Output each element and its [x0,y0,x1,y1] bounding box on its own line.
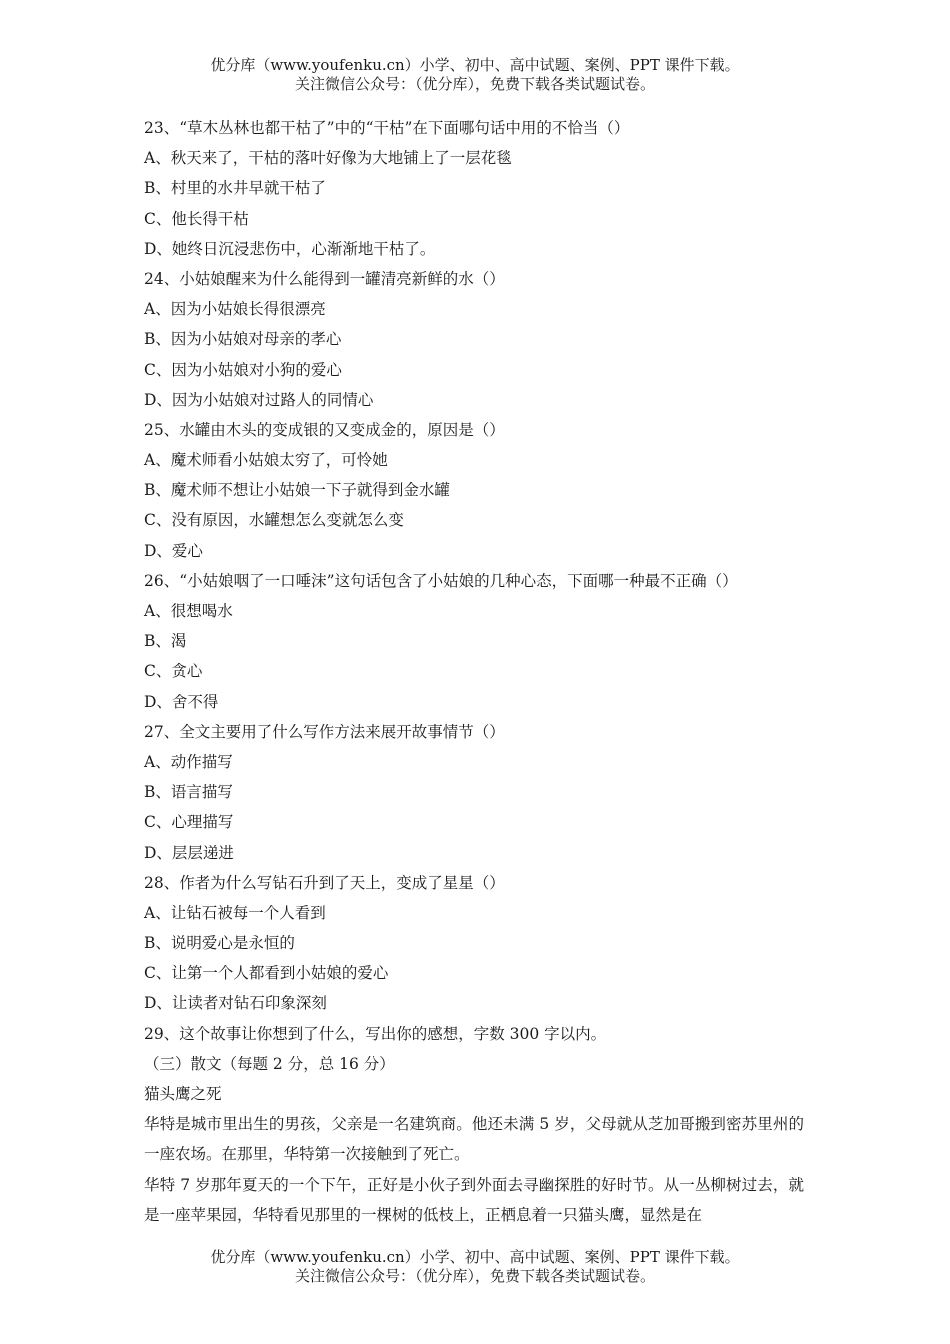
section-heading: （三）散文（每题 2 分，总 16 分） [144,1054,395,1073]
question-26-option-c: C、贪心 [144,662,203,681]
question-23-option-b: B、村里的水井早就干枯了 [144,179,326,198]
question-26-stem: 26、“小姑娘咽了一口唾沫”这句话包含了小姑娘的几种心态，下面哪一种最不正确（） [144,571,738,590]
question-23-option-d: D、她终日沉浸悲伤中，心渐渐地干枯了。 [144,239,436,258]
header-line-1: 优分库（www.youfenku.cn）小学、初中、高中试题、案例、PPT 课件下载。 [210,56,740,74]
question-28-stem: 28、作者为什么写钻石升到了天上，变成了星星（） [144,873,505,892]
essay-paragraph-2: 华特 7 岁那年夏天的一个下午，正好是小伙子到外面去寻幽探胜的好时节。从一丛柳树过去，就是一座苹果园，华特看见那里的一棵树的低枝上，正栖息着一只猫头鹰，显然是在 [144,1175,804,1224]
question-26-option-b: B、渴 [144,632,187,651]
essay-paragraph-1: 华特是城市里出生的男孩，父亲是一名建筑商。他还未满 5 岁，父母就从芝加哥搬到密苏里州的一座农场。在那里，华特第一次接触到了死亡。 [144,1115,804,1164]
header-line-2: 关注微信公众号：（优分库），免费下载各类试题试卷。 [294,75,655,93]
question-28-option-a: A、让钻石被每一个人看到 [144,903,326,922]
page-header [0,56,950,94]
question-27-option-c: C、心理描写 [144,813,234,832]
question-23-option-c: C、他长得干枯 [144,209,249,228]
question-25-option-d: D、爱心 [144,541,203,560]
footer-line-2: 关注微信公众号：（优分库），免费下载各类试题试卷。 [294,1267,655,1285]
question-28-option-c: C、让第一个人都看到小姑娘的爱心 [144,964,389,983]
question-25-option-b: B、魔术师不想让小姑娘一下子就得到金水罐 [144,481,450,500]
question-24-option-c: C、因为小姑娘对小狗的爱心 [144,360,342,379]
question-29-stem: 29、这个故事让你想到了什么，写出你的感想，字数 300 字以内。 [144,1024,607,1043]
question-26-option-d: D、舍不得 [144,692,219,711]
question-23-option-a: A、秋天来了，干枯的落叶好像为大地铺上了一层花毯 [144,149,512,168]
essay-title: 猫头鹰之死 [144,1085,222,1103]
question-28-option-d: D、让读者对钻石印象深刻 [144,994,327,1013]
page-footer [0,1248,950,1286]
question-24-option-b: B、因为小姑娘对母亲的孝心 [144,330,342,349]
question-28-option-b: B、说明爱心是永恒的 [144,934,295,953]
question-24-option-a: A、因为小姑娘长得很漂亮 [144,300,326,319]
question-27-option-a: A、动作描写 [144,752,233,771]
footer-line-1: 优分库（www.youfenku.cn）小学、初中、高中试题、案例、PPT 课件下载。 [210,1248,740,1266]
question-24-stem: 24、小姑娘醒来为什么能得到一罐清亮新鲜的水（） [144,269,505,288]
question-24-option-d: D、因为小姑娘对过路人的同情心 [144,390,374,409]
question-26-option-a: A、很想喝水 [144,602,233,620]
question-27-option-d: D、层层递进 [144,843,234,862]
question-25-option-c: C、没有原因，水罐想怎么变就怎么变 [144,511,404,530]
question-25-option-a: A、魔术师看小姑娘太穷了，可怜她 [144,451,388,470]
question-27-stem: 27、全文主要用了什么写作方法来展开故事情节（） [144,722,505,741]
question-27-option-b: B、语言描写 [144,783,233,802]
question-25-stem: 25、水罐由木头的变成银的又变成金的，原因是（） [144,420,505,439]
document-body [144,113,804,1230]
question-23-stem: 23、“草木丛林也都干枯了”中的“干枯”在下面哪句话中用的不恰当（） [144,119,630,137]
